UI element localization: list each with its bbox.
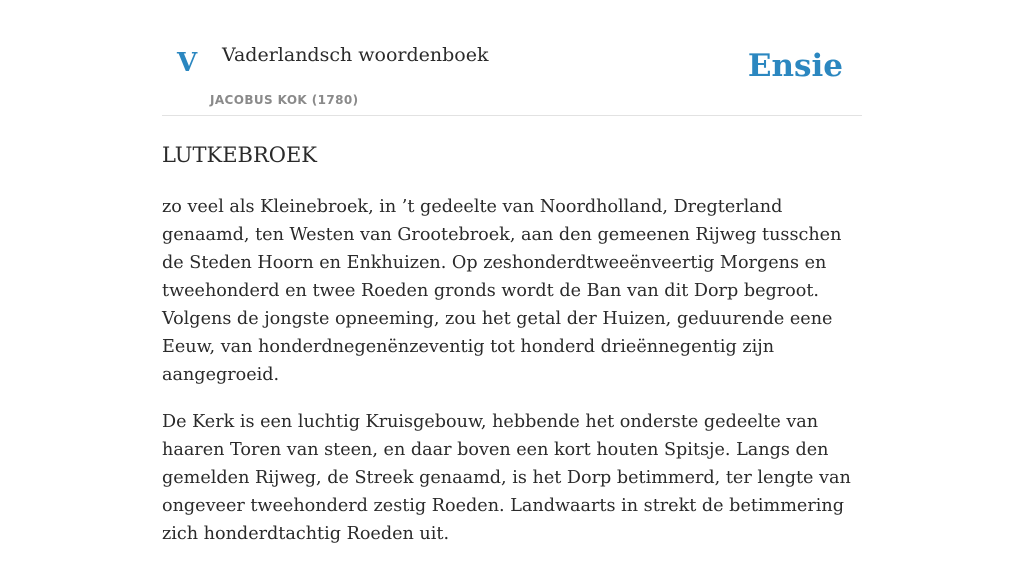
book-logo[interactable]: V <box>177 48 198 78</box>
book-title[interactable]: Vaderlandsch woordenboek <box>222 44 489 66</box>
page-header <box>162 0 862 116</box>
entry-title: LUTKEBROEK <box>162 143 317 167</box>
entry-paragraph: zo veel als Kleinebroek, in ’t gedeelte van Noordholland, Dregterland genaamd, ten Westen van Grootebroek, aan den gemeenen Rijweg tusschen de Steden Hoorn en Enkhuizen. Op zeshonderdtweeënveertig Morgens en tweehonderd en twee Roeden gronds wordt de Ban van dit Dorp begroot. Volgens de jongste opneeming, zou het getal der Huizen, geduurende eene Eeuw, van honderdnegenënzeventig tot honderd drieënnegentig zijn aangegroeid. <box>162 197 842 385</box>
book-author: JACOBUS KOK (1780) <box>210 93 359 107</box>
brand-logo-link[interactable]: Ensie <box>747 48 843 84</box>
entry-paragraph: De Kerk is een luchtig Kruisgebouw, hebbende het onderste gedeelte van haaren Toren van steen, en daar boven een kort houten Spitsje. Langs den gemelden Rijweg, de Streek genaamd, is het Dorp betimmerd, ter lengte van ongeveer tweehonderd zestig Roeden. Landwaarts in strekt de betimmering zich honderdtachtig Roeden uit. <box>162 412 851 544</box>
entry-content <box>162 140 862 567</box>
